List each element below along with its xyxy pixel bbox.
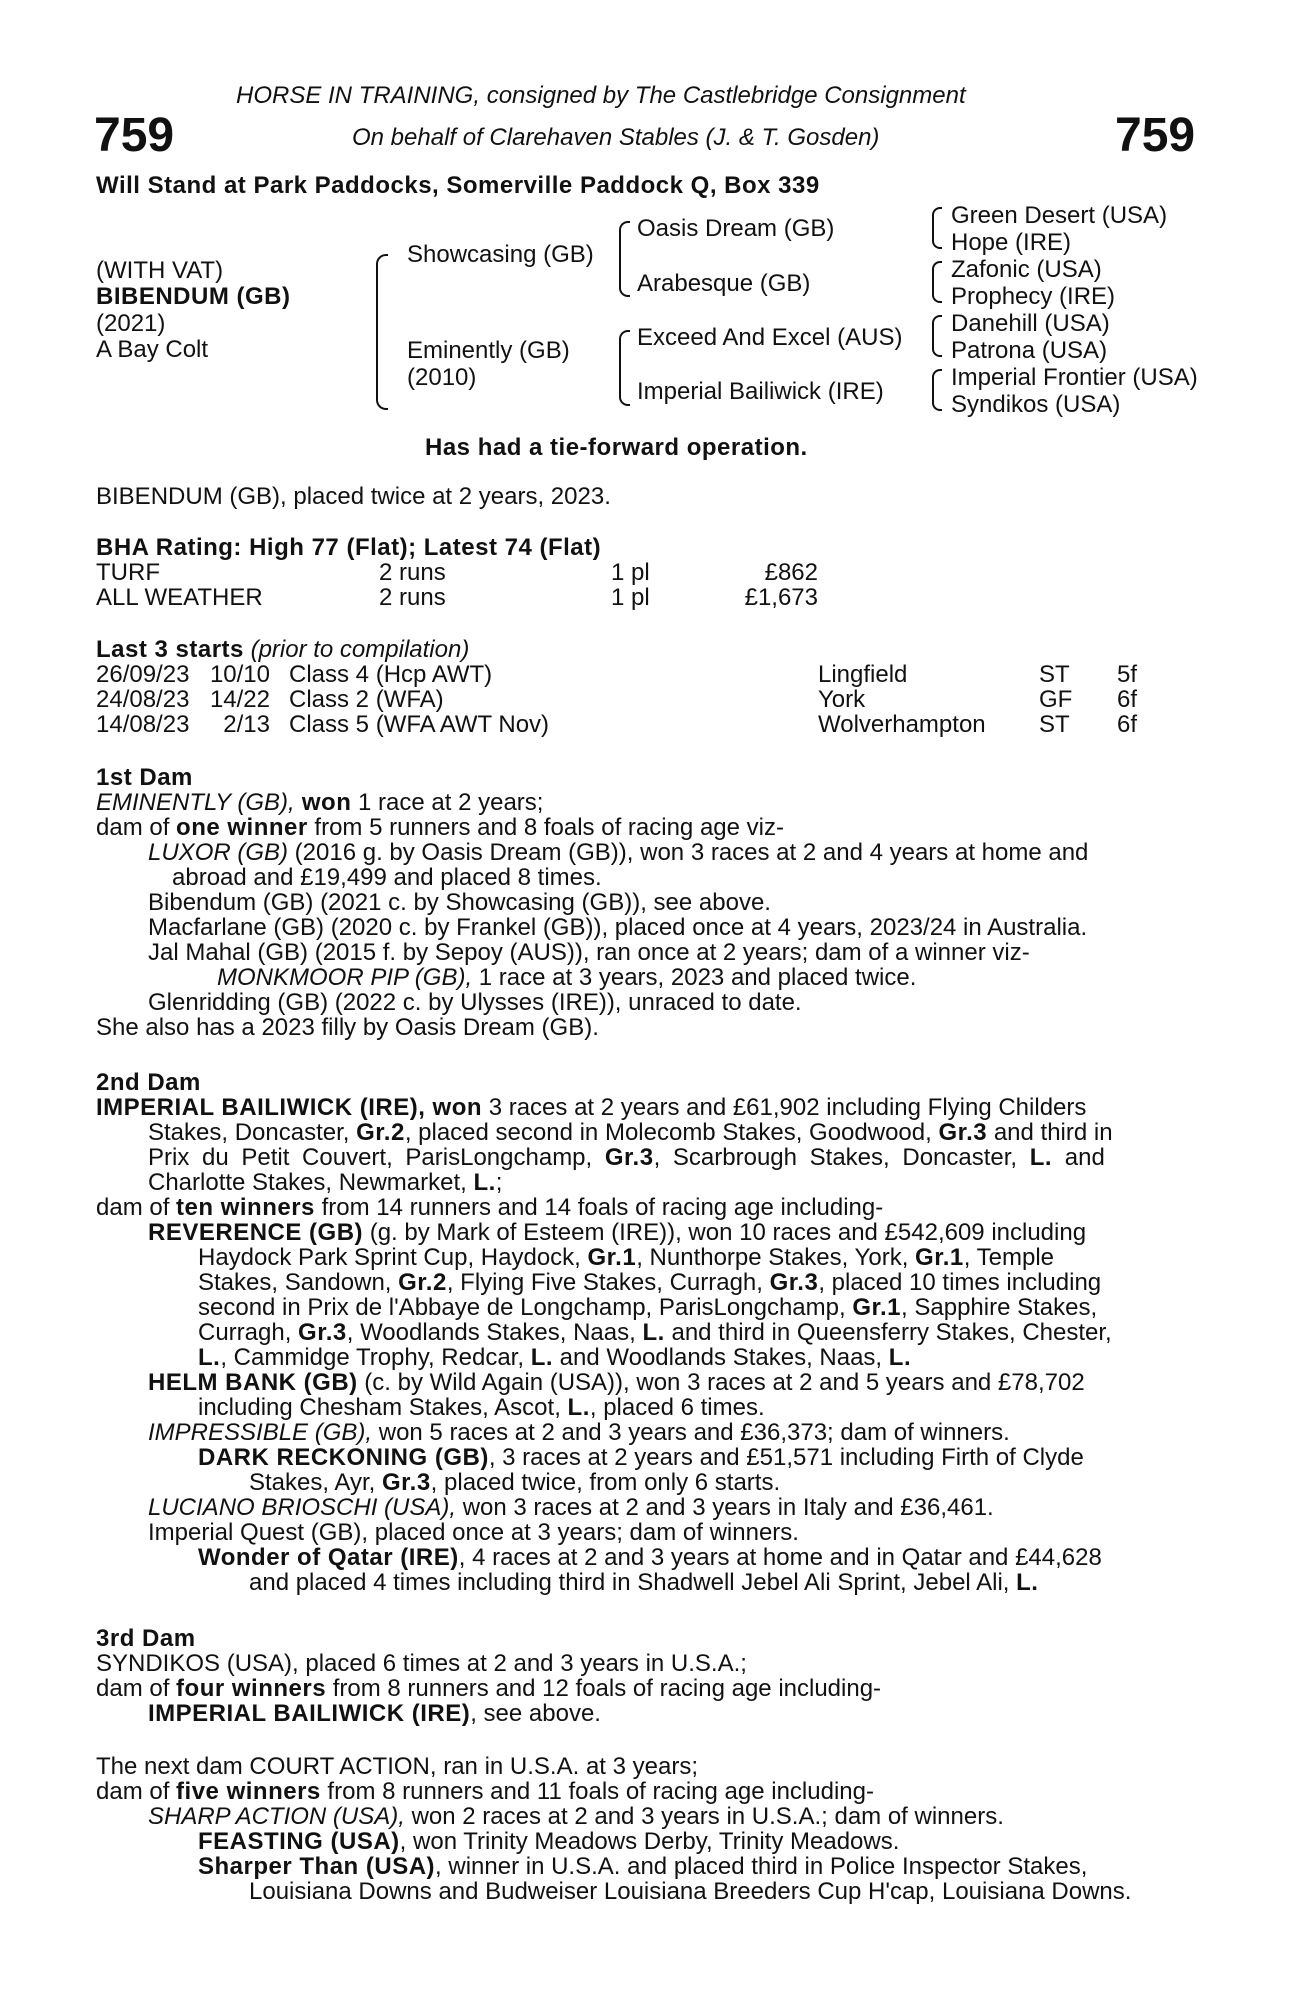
pedigree-dam-sire: Exceed And Excel (AUS): [637, 324, 903, 351]
grade: Gr.3: [298, 1319, 347, 1346]
pedigree-brace: [932, 315, 942, 357]
text: , Woodlands Stakes, Naas,: [346, 1319, 643, 1346]
third-dam-heading: 3rd Dam: [96, 1625, 196, 1652]
dam-name: IMPERIAL BAILIWICK (IRE), won: [96, 1094, 483, 1121]
text: and third in Queensferry Stakes, Chester,: [664, 1319, 1112, 1346]
pedigree-dam: Eminently (GB): [407, 337, 570, 364]
produce-line: [249, 1470, 780, 1496]
produce-line: Jal Mahal (GB) (2015 f. by Sepoy (AUS)), ran once at 2 years; dam of a winner viz-: [148, 939, 1030, 966]
text: , Cammidge Trophy, Redcar,: [220, 1344, 531, 1371]
text: won 3 races at 2 and 3 years in Italy and £36,461.: [456, 1494, 994, 1521]
pedigree-sire: Showcasing (GB): [407, 241, 594, 268]
grade: L.: [642, 1319, 665, 1346]
dam-line: The next dam COURT ACTION, ran in U.S.A. at 3 years;: [96, 1753, 698, 1780]
produce-line: [198, 1545, 1102, 1571]
dam-line: [96, 790, 543, 816]
text: from 5 runners and 8 foals of racing age viz-: [307, 814, 784, 841]
on-behalf-line: On behalf of Clarehaven Stables (J. & T. Gosden): [352, 124, 880, 151]
produce-line: Louisiana Downs and Budweiser Louisiana Breeders Cup H'cap, Louisiana Downs.: [249, 1878, 1132, 1905]
produce-line: [148, 1495, 994, 1521]
produce-line: [148, 1420, 1010, 1446]
dam-line: [96, 1195, 883, 1221]
text: , winner in U.S.A. and placed third in Police Inspector Stakes,: [435, 1853, 1088, 1880]
produce-line: [148, 1370, 1085, 1396]
last-starts-title: Last 3 starts: [96, 636, 244, 663]
pedigree-dd-sire: Imperial Frontier (USA): [951, 364, 1198, 391]
pedigree-brace: [932, 207, 942, 249]
text: 1 race at 2 years;: [351, 789, 544, 816]
pedigree-dd-dam: Syndikos (USA): [951, 391, 1121, 418]
text: Curragh,: [198, 1319, 299, 1346]
produce-line: [148, 1804, 1004, 1830]
text: and third in: [987, 1119, 1113, 1146]
text: 1 race at 3 years, 2023 and placed twice.: [472, 964, 917, 991]
produce-line: Imperial Quest (GB), placed once at 3 years; dam of winners.: [148, 1519, 799, 1546]
start-position: 2/13: [223, 711, 270, 738]
pedigree-brace: [376, 254, 388, 410]
produce-name: MONKMOOR PIP (GB),: [217, 964, 473, 991]
produce-line: [198, 1270, 1101, 1296]
pedigree-sd-sire: Zafonic (USA): [951, 256, 1102, 283]
text: from 14 runners and 14 foals of racing age including-: [314, 1194, 884, 1221]
start-distance: 6f: [1117, 686, 1138, 713]
rating-surface: TURF: [96, 559, 160, 586]
start-race: Class 4 (Hcp AWT): [289, 661, 493, 688]
pedigree-dam-dam: Imperial Bailiwick (IRE): [637, 378, 884, 405]
text: , Nunthorpe Stakes, York,: [636, 1244, 916, 1271]
operation-note: Has had a tie-forward operation.: [425, 434, 808, 461]
text: and: [1052, 1144, 1105, 1171]
text: dam of: [96, 814, 177, 841]
text: , Flying Five Stakes, Curragh,: [446, 1269, 770, 1296]
text: , placed 10 times including: [818, 1269, 1102, 1296]
text: ;: [495, 1169, 503, 1196]
start-distance: 6f: [1117, 711, 1138, 738]
text: and placed 4 times including third in Shadwell Jebel Ali Sprint, Jebel Ali,: [249, 1569, 1017, 1596]
pedigree-ds-dam: Patrona (USA): [951, 337, 1108, 364]
dam-line: [96, 1095, 1086, 1121]
text: dam of: [96, 1778, 177, 1805]
winners-count: ten winners: [176, 1194, 315, 1221]
start-distance: 5f: [1117, 661, 1138, 688]
produce-line: [198, 1395, 765, 1421]
grade: L.: [530, 1344, 554, 1371]
produce-line: [198, 1295, 1097, 1321]
produce-line: [198, 1345, 911, 1371]
text: , Sapphire Stakes,: [901, 1294, 1098, 1321]
produce-line: [198, 1245, 1054, 1271]
text: won 5 races at 2 and 3 years and £36,373; dam of winners.: [372, 1419, 1010, 1446]
lot-number-left: 759: [94, 109, 175, 162]
bha-rating-heading: BHA Rating: High 77 (Flat); Latest 74 (Flat): [96, 534, 602, 561]
won-label: won: [294, 789, 352, 816]
text: , 3 races at 2 years and £51,571 including Firth of Clyde: [488, 1444, 1084, 1471]
first-dam-heading: 1st Dam: [96, 764, 193, 791]
text: , see above.: [470, 1700, 601, 1727]
start-going: ST: [1039, 661, 1070, 688]
last-starts-heading: [96, 636, 469, 664]
text: , 4 races at 2 and 3 years at home and in Qatar and £44,628: [458, 1544, 1102, 1571]
dam-line: [148, 1120, 1113, 1146]
dam-line: She also has a 2023 filly by Oasis Dream (GB).: [96, 1014, 599, 1041]
pedigree-brace: [932, 261, 942, 303]
produce-line: [198, 1445, 1084, 1471]
produce-line: abroad and £19,499 and placed 8 times.: [172, 864, 602, 891]
text: 3 races at 2 years and £61,902 including Flying Childers: [482, 1094, 1087, 1121]
produce-name: IMPERIAL BAILIWICK (IRE): [148, 1700, 471, 1727]
produce-line: [198, 1320, 1112, 1346]
text: Stakes, Doncaster,: [148, 1119, 357, 1146]
text: Haydock Park Sprint Cup, Haydock,: [198, 1244, 588, 1271]
produce-line: [148, 1220, 1086, 1246]
text: and Woodlands Stakes, Naas,: [553, 1344, 889, 1371]
rating-prize: £862: [764, 559, 818, 586]
dam-line: SYNDIKOS (USA), placed 6 times at 2 and 3 years in U.S.A.;: [96, 1650, 747, 1677]
text: , placed twice, from only 6 starts.: [430, 1469, 781, 1496]
start-date: 24/08/23: [96, 686, 190, 713]
horse-description: A Bay Colt: [96, 336, 209, 363]
text: (2016 g. by Oasis Dream (GB)), won 3 races at 2 and 4 years at home and: [288, 839, 1089, 866]
produce-line: Bibendum (GB) (2021 c. by Showcasing (GB)), see above.: [148, 889, 771, 916]
text: (c. by Wild Again (USA)), won 3 races at 2 and 5 years and £78,702: [357, 1369, 1085, 1396]
start-race: Class 5 (WFA AWT Nov): [289, 711, 550, 738]
grade: Gr.1: [587, 1244, 637, 1271]
consignment-line: HORSE IN TRAINING, consigned by The Castlebridge Consignment: [236, 82, 966, 109]
start-going: ST: [1039, 711, 1070, 738]
grade: Gr.1: [915, 1244, 964, 1271]
start-course: Lingfield: [818, 661, 908, 688]
produce-name: SHARP ACTION (USA),: [148, 1803, 405, 1830]
pedigree-ss-sire: Green Desert (USA): [951, 202, 1168, 229]
text: Stakes, Sandown,: [198, 1269, 399, 1296]
text: Stakes, Ayr,: [249, 1469, 382, 1496]
grade: L.: [888, 1344, 912, 1371]
pedigree-sd-dam: Prophecy (IRE): [951, 283, 1116, 310]
grade: Gr.2: [356, 1119, 405, 1146]
winners-count: one winner: [176, 814, 308, 841]
pedigree-ds-sire: Danehill (USA): [951, 310, 1110, 337]
rating-runs: 2 runs: [379, 584, 446, 611]
produce-line: Glenridding (GB) (2022 c. by Ulysses (IRE)), unraced to date.: [148, 989, 802, 1016]
text: including Chesham Stakes, Ascot,: [198, 1394, 568, 1421]
grade: L.: [1029, 1144, 1053, 1171]
grade: Gr.1: [852, 1294, 902, 1321]
text: , placed 6 times.: [589, 1394, 765, 1421]
produce-line: [249, 1570, 1038, 1596]
last-starts-note: (prior to compilation): [250, 636, 470, 663]
start-going: GF: [1039, 686, 1073, 713]
dam-name: EMINENTLY (GB),: [96, 789, 295, 816]
pedigree-sire-dam: Arabesque (GB): [637, 270, 811, 297]
horse-name: BIBENDUM (GB): [96, 283, 291, 310]
rating-prize: £1,673: [744, 584, 818, 611]
text: dam of: [96, 1675, 177, 1702]
produce-name: Sharper Than (USA): [198, 1853, 436, 1880]
grade: Gr.3: [938, 1119, 988, 1146]
winners-count: five winners: [176, 1778, 321, 1805]
pedigree-brace: [619, 221, 630, 297]
text: , placed second in Molecomb Stakes, Goodwood,: [404, 1119, 939, 1146]
pedigree-brace: [932, 369, 942, 411]
text: , Temple: [963, 1244, 1055, 1271]
produce-name: HELM BANK (GB): [148, 1369, 358, 1396]
vat-label: (WITH VAT): [96, 257, 224, 284]
grade: Gr.3: [769, 1269, 819, 1296]
start-position: 14/22: [209, 686, 270, 713]
grade: Gr.3: [381, 1469, 431, 1496]
start-position: 10/10: [209, 661, 270, 688]
start-course: York: [818, 686, 866, 713]
stand-location: Will Stand at Park Paddocks, Somerville Paddock Q, Box 339: [96, 172, 820, 199]
summary-line: BIBENDUM (GB), placed twice at 2 years, 2023.: [96, 483, 611, 510]
text: Prix du Petit Couvert, ParisLongchamp,: [148, 1144, 605, 1171]
start-course: Wolverhampton: [818, 711, 986, 738]
text: , won Trinity Meadows Derby, Trinity Meadows.: [399, 1828, 900, 1855]
text: (g. by Mark of Esteem (IRE)), won 10 races and £542,609 including: [363, 1219, 1087, 1246]
produce-name: FEASTING (USA): [198, 1828, 400, 1855]
text: dam of: [96, 1194, 177, 1221]
grade: Gr.3: [604, 1144, 654, 1171]
dam-line: [148, 1145, 1105, 1171]
start-date: 14/08/23: [96, 711, 190, 738]
produce-name: Wonder of Qatar (IRE): [198, 1544, 459, 1571]
text: Charlotte Stakes, Newmarket,: [148, 1169, 474, 1196]
produce-name: LUCIANO BRIOSCHI (USA),: [148, 1494, 457, 1521]
dam-line: [148, 1170, 502, 1196]
grade: Gr.2: [398, 1269, 447, 1296]
produce-name: LUXOR (GB): [148, 839, 289, 866]
start-race: Class 2 (WFA): [289, 686, 444, 713]
produce-name: REVERENCE (GB): [148, 1219, 364, 1246]
second-dam-heading: 2nd Dam: [96, 1069, 201, 1096]
pedigree-dam-year: (2010): [407, 364, 477, 391]
rating-surface: ALL WEATHER: [96, 584, 263, 611]
start-date: 26/09/23: [96, 661, 190, 688]
pedigree-brace: [619, 330, 630, 406]
text: from 8 runners and 11 foals of racing age including-: [320, 1778, 874, 1805]
produce-name: IMPRESSIBLE (GB),: [148, 1419, 373, 1446]
grade: L.: [473, 1169, 496, 1196]
rating-placed: 1 pl: [611, 559, 650, 586]
produce-line: [198, 1829, 899, 1855]
dam-line: [96, 815, 784, 841]
dam-line: [96, 1779, 874, 1805]
dam-line: [96, 1676, 881, 1702]
produce-line: [198, 1854, 1087, 1880]
produce-line: Macfarlane (GB) (2020 c. by Frankel (GB)), placed once at 4 years, 2023/24 in Australia.: [148, 914, 1088, 941]
pedigree-ss-dam: Hope (IRE): [951, 229, 1072, 256]
text: second in Prix de l'Abbaye de Longchamp, ParisLongchamp,: [198, 1294, 853, 1321]
text: won 2 races at 2 and 3 years in U.S.A.; dam of winners.: [404, 1803, 1004, 1830]
text: , Scarbrough Stakes, Doncaster,: [653, 1144, 1030, 1171]
produce-name: DARK RECKONING (GB): [198, 1444, 489, 1471]
rating-runs: 2 runs: [379, 559, 446, 586]
produce-line: [148, 1701, 601, 1727]
horse-year: (2021): [96, 310, 166, 337]
produce-line: [217, 965, 916, 991]
text: from 8 runners and 12 foals of racing age including-: [326, 1675, 882, 1702]
rating-placed: 1 pl: [611, 584, 650, 611]
grade: L.: [198, 1344, 221, 1371]
grade: L.: [567, 1394, 590, 1421]
grade: L.: [1016, 1569, 1039, 1596]
winners-count: four winners: [176, 1675, 327, 1702]
pedigree-sire-sire: Oasis Dream (GB): [637, 215, 835, 242]
lot-number-right: 759: [1115, 109, 1196, 162]
produce-line: [148, 840, 1088, 866]
